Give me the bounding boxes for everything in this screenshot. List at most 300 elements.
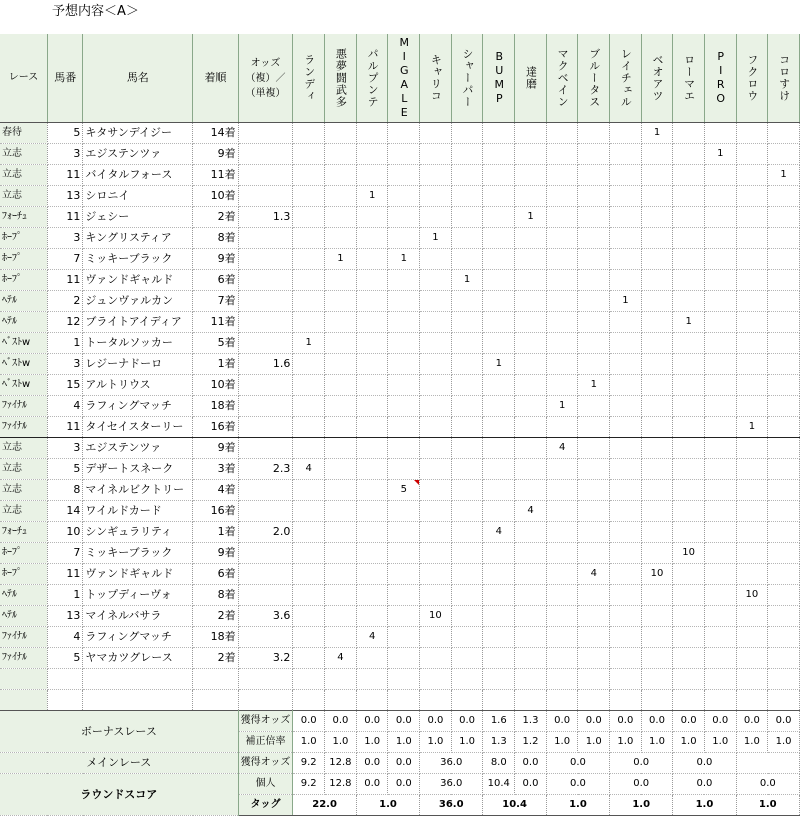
prediction-cell[interactable] bbox=[610, 417, 642, 438]
multiplier-value[interactable]: 1.0 bbox=[736, 732, 768, 753]
prediction-cell[interactable] bbox=[388, 543, 420, 564]
prediction-cell[interactable] bbox=[325, 522, 357, 543]
odds-cell[interactable] bbox=[238, 543, 293, 564]
prediction-cell[interactable] bbox=[356, 249, 388, 270]
bonus-odds-value[interactable]: 0.0 bbox=[546, 711, 578, 732]
horse-number-cell[interactable]: 5 bbox=[47, 459, 82, 480]
prediction-cell[interactable]: 1 bbox=[578, 375, 610, 396]
prediction-cell[interactable] bbox=[388, 459, 420, 480]
prediction-cell[interactable] bbox=[736, 564, 768, 585]
race-cell[interactable]: ﾎｰﾌﾟ bbox=[0, 249, 47, 270]
prediction-cell[interactable] bbox=[451, 564, 483, 585]
prediction-cell[interactable] bbox=[451, 333, 483, 354]
horse-name-cell[interactable]: ヴァンドギャルド bbox=[83, 564, 193, 585]
race-cell[interactable]: ﾍﾃﾙ bbox=[0, 585, 47, 606]
prediction-cell[interactable] bbox=[356, 228, 388, 249]
prediction-cell[interactable] bbox=[356, 438, 388, 459]
multiplier-value[interactable]: 1.0 bbox=[325, 732, 357, 753]
tag-value[interactable]: 10.4 bbox=[483, 795, 546, 816]
tag-value[interactable]: 1.0 bbox=[673, 795, 736, 816]
prediction-cell[interactable] bbox=[451, 606, 483, 627]
prediction-cell[interactable] bbox=[388, 417, 420, 438]
odds-cell[interactable] bbox=[238, 585, 293, 606]
individual-value[interactable]: 10.4 bbox=[483, 774, 515, 795]
prediction-cell[interactable] bbox=[420, 186, 452, 207]
prediction-cell[interactable] bbox=[546, 522, 578, 543]
prediction-cell[interactable] bbox=[293, 543, 325, 564]
prediction-cell[interactable] bbox=[610, 648, 642, 669]
prediction-cell[interactable] bbox=[578, 417, 610, 438]
prediction-cell[interactable] bbox=[641, 606, 673, 627]
header-player-12[interactable] bbox=[641, 34, 673, 123]
prediction-cell[interactable] bbox=[610, 249, 642, 270]
bonus-odds-value[interactable]: 1.6 bbox=[483, 711, 515, 732]
prediction-cell[interactable] bbox=[610, 396, 642, 417]
prediction-cell[interactable] bbox=[388, 606, 420, 627]
prediction-cell[interactable] bbox=[483, 606, 515, 627]
odds-cell[interactable] bbox=[238, 480, 293, 501]
prediction-cell[interactable] bbox=[768, 249, 800, 270]
prediction-cell[interactable] bbox=[388, 207, 420, 228]
rank-cell[interactable]: 16着 bbox=[193, 501, 238, 522]
multiplier-value[interactable]: 1.2 bbox=[515, 732, 547, 753]
prediction-cell[interactable] bbox=[704, 186, 736, 207]
prediction-cell[interactable] bbox=[736, 648, 768, 669]
prediction-cell[interactable] bbox=[325, 165, 357, 186]
prediction-cell[interactable] bbox=[673, 585, 705, 606]
prediction-cell[interactable] bbox=[451, 522, 483, 543]
prediction-cell[interactable] bbox=[388, 123, 420, 144]
odds-cell[interactable] bbox=[238, 144, 293, 165]
prediction-cell[interactable] bbox=[704, 333, 736, 354]
odds-cell[interactable] bbox=[238, 417, 293, 438]
horse-name-cell[interactable]: ラフィングマッチ bbox=[83, 396, 193, 417]
prediction-cell[interactable]: 1 bbox=[388, 249, 420, 270]
race-cell[interactable]: ﾌｫｰﾁｭ bbox=[0, 207, 47, 228]
prediction-cell[interactable] bbox=[356, 396, 388, 417]
prediction-cell[interactable] bbox=[704, 522, 736, 543]
prediction-cell[interactable] bbox=[578, 354, 610, 375]
rank-cell[interactable]: 16着 bbox=[193, 417, 238, 438]
prediction-cell[interactable] bbox=[768, 207, 800, 228]
prediction-cell[interactable] bbox=[768, 333, 800, 354]
prediction-cell[interactable] bbox=[293, 606, 325, 627]
empty-cell[interactable] bbox=[83, 669, 193, 690]
prediction-cell[interactable] bbox=[768, 480, 800, 501]
horse-number-cell[interactable]: 10 bbox=[47, 522, 82, 543]
horse-name-cell[interactable]: シンギュラリティ bbox=[83, 522, 193, 543]
prediction-cell[interactable] bbox=[768, 270, 800, 291]
prediction-cell[interactable] bbox=[388, 438, 420, 459]
prediction-cell[interactable] bbox=[356, 480, 388, 501]
prediction-cell[interactable] bbox=[578, 459, 610, 480]
prediction-cell[interactable] bbox=[736, 291, 768, 312]
prediction-cell[interactable] bbox=[451, 354, 483, 375]
prediction-cell[interactable] bbox=[546, 333, 578, 354]
prediction-cell[interactable]: 1 bbox=[325, 249, 357, 270]
prediction-cell[interactable] bbox=[704, 207, 736, 228]
prediction-cell[interactable] bbox=[641, 375, 673, 396]
empty-cell[interactable] bbox=[704, 690, 736, 711]
prediction-cell[interactable] bbox=[673, 501, 705, 522]
prediction-cell[interactable] bbox=[768, 123, 800, 144]
prediction-cell[interactable]: 5 bbox=[388, 480, 420, 501]
tag-value[interactable]: 1.0 bbox=[546, 795, 609, 816]
empty-cell[interactable] bbox=[193, 690, 238, 711]
horse-number-cell[interactable]: 15 bbox=[47, 375, 82, 396]
prediction-cell[interactable]: 4 bbox=[515, 501, 547, 522]
prediction-cell[interactable] bbox=[451, 249, 483, 270]
prediction-cell[interactable] bbox=[641, 396, 673, 417]
prediction-cell[interactable] bbox=[420, 459, 452, 480]
prediction-cell[interactable] bbox=[641, 522, 673, 543]
horse-number-cell[interactable]: 5 bbox=[47, 648, 82, 669]
prediction-cell[interactable] bbox=[673, 270, 705, 291]
prediction-cell[interactable] bbox=[768, 459, 800, 480]
prediction-cell[interactable] bbox=[293, 249, 325, 270]
prediction-cell[interactable] bbox=[293, 585, 325, 606]
prediction-cell[interactable] bbox=[704, 501, 736, 522]
multiplier-value[interactable]: 1.0 bbox=[704, 732, 736, 753]
empty-cell[interactable] bbox=[47, 690, 82, 711]
prediction-cell[interactable] bbox=[641, 291, 673, 312]
prediction-cell[interactable] bbox=[578, 291, 610, 312]
prediction-cell[interactable] bbox=[451, 312, 483, 333]
prediction-cell[interactable] bbox=[515, 543, 547, 564]
empty-cell[interactable] bbox=[325, 690, 357, 711]
header-player-1[interactable] bbox=[293, 34, 325, 123]
prediction-cell[interactable] bbox=[356, 585, 388, 606]
prediction-cell[interactable] bbox=[673, 627, 705, 648]
bonus-odds-value[interactable]: 0.0 bbox=[641, 711, 673, 732]
prediction-cell[interactable] bbox=[388, 627, 420, 648]
prediction-cell[interactable] bbox=[515, 396, 547, 417]
prediction-cell[interactable] bbox=[293, 291, 325, 312]
prediction-cell[interactable] bbox=[293, 501, 325, 522]
prediction-cell[interactable] bbox=[483, 333, 515, 354]
prediction-cell[interactable]: 4 bbox=[578, 564, 610, 585]
horse-name-cell[interactable]: トータルソッカー bbox=[83, 333, 193, 354]
horse-number-cell[interactable]: 1 bbox=[47, 585, 82, 606]
empty-cell[interactable] bbox=[641, 690, 673, 711]
prediction-cell[interactable] bbox=[641, 459, 673, 480]
header-player-10[interactable] bbox=[578, 34, 610, 123]
prediction-cell[interactable] bbox=[673, 123, 705, 144]
prediction-cell[interactable] bbox=[578, 165, 610, 186]
prediction-cell[interactable] bbox=[420, 144, 452, 165]
horse-number-cell[interactable]: 7 bbox=[47, 543, 82, 564]
rank-cell[interactable]: 6着 bbox=[193, 564, 238, 585]
individual-value[interactable]: 0.0 bbox=[356, 774, 388, 795]
prediction-cell[interactable] bbox=[388, 564, 420, 585]
prediction-cell[interactable] bbox=[293, 354, 325, 375]
odds-cell[interactable] bbox=[238, 501, 293, 522]
header-player-5[interactable] bbox=[420, 34, 452, 123]
rank-cell[interactable]: 9着 bbox=[193, 249, 238, 270]
prediction-cell[interactable] bbox=[356, 522, 388, 543]
prediction-cell[interactable] bbox=[546, 564, 578, 585]
prediction-cell[interactable] bbox=[546, 480, 578, 501]
horse-name-cell[interactable]: アルトリウス bbox=[83, 375, 193, 396]
prediction-cell[interactable] bbox=[451, 585, 483, 606]
prediction-cell[interactable]: 1 bbox=[356, 186, 388, 207]
prediction-cell[interactable] bbox=[388, 375, 420, 396]
individual-value[interactable]: 0.0 bbox=[610, 774, 673, 795]
prediction-cell[interactable] bbox=[483, 501, 515, 522]
prediction-cell[interactable] bbox=[704, 585, 736, 606]
prediction-cell[interactable] bbox=[388, 648, 420, 669]
prediction-cell[interactable] bbox=[515, 627, 547, 648]
prediction-cell[interactable] bbox=[483, 480, 515, 501]
prediction-cell[interactable] bbox=[451, 417, 483, 438]
prediction-cell[interactable] bbox=[641, 270, 673, 291]
prediction-cell[interactable] bbox=[356, 375, 388, 396]
main-odds-value[interactable]: 0.0 bbox=[515, 753, 547, 774]
race-cell[interactable]: ﾍﾃﾙ bbox=[0, 291, 47, 312]
prediction-cell[interactable] bbox=[610, 585, 642, 606]
horse-name-cell[interactable]: ワイルドカード bbox=[83, 501, 193, 522]
prediction-cell[interactable] bbox=[483, 585, 515, 606]
prediction-cell[interactable] bbox=[578, 249, 610, 270]
multiplier-value[interactable]: 1.3 bbox=[483, 732, 515, 753]
prediction-cell[interactable] bbox=[515, 459, 547, 480]
prediction-cell[interactable] bbox=[325, 207, 357, 228]
prediction-cell[interactable] bbox=[388, 501, 420, 522]
horse-name-cell[interactable]: キタサンデイジー bbox=[83, 123, 193, 144]
prediction-cell[interactable] bbox=[420, 354, 452, 375]
horse-number-cell[interactable]: 5 bbox=[47, 123, 82, 144]
prediction-cell[interactable] bbox=[546, 144, 578, 165]
prediction-cell[interactable] bbox=[610, 333, 642, 354]
prediction-cell[interactable] bbox=[388, 585, 420, 606]
prediction-cell[interactable] bbox=[420, 123, 452, 144]
prediction-cell[interactable] bbox=[704, 312, 736, 333]
empty-cell[interactable] bbox=[483, 669, 515, 690]
main-odds-value[interactable]: 0.0 bbox=[610, 753, 673, 774]
header-player-9[interactable] bbox=[546, 34, 578, 123]
individual-value[interactable]: 12.8 bbox=[325, 774, 357, 795]
prediction-cell[interactable] bbox=[768, 396, 800, 417]
horse-name-cell[interactable]: ヴァンドギャルド bbox=[83, 270, 193, 291]
prediction-cell[interactable]: 1 bbox=[546, 396, 578, 417]
horse-number-cell[interactable]: 8 bbox=[47, 480, 82, 501]
prediction-cell[interactable] bbox=[420, 207, 452, 228]
race-cell[interactable]: 立志 bbox=[0, 480, 47, 501]
main-odds-value[interactable]: 12.8 bbox=[325, 753, 357, 774]
race-cell[interactable]: 立志 bbox=[0, 186, 47, 207]
empty-cell[interactable] bbox=[515, 690, 547, 711]
race-cell[interactable]: 立志 bbox=[0, 459, 47, 480]
prediction-cell[interactable] bbox=[546, 417, 578, 438]
header-player-7[interactable] bbox=[483, 34, 515, 123]
race-cell[interactable]: ﾍﾞｽﾄw bbox=[0, 375, 47, 396]
rank-cell[interactable]: 2着 bbox=[193, 648, 238, 669]
prediction-cell[interactable] bbox=[420, 333, 452, 354]
empty-cell[interactable] bbox=[641, 669, 673, 690]
rank-cell[interactable]: 2着 bbox=[193, 207, 238, 228]
prediction-cell[interactable] bbox=[293, 270, 325, 291]
rank-cell[interactable]: 4着 bbox=[193, 480, 238, 501]
rank-cell[interactable]: 9着 bbox=[193, 543, 238, 564]
prediction-cell[interactable] bbox=[356, 459, 388, 480]
horse-number-cell[interactable]: 3 bbox=[47, 354, 82, 375]
prediction-cell[interactable] bbox=[578, 333, 610, 354]
bonus-odds-value[interactable]: 0.0 bbox=[736, 711, 768, 732]
odds-cell[interactable] bbox=[238, 123, 293, 144]
prediction-cell[interactable] bbox=[641, 543, 673, 564]
empty-cell[interactable] bbox=[736, 669, 768, 690]
prediction-cell[interactable] bbox=[356, 606, 388, 627]
prediction-cell[interactable] bbox=[641, 228, 673, 249]
prediction-cell[interactable] bbox=[293, 564, 325, 585]
prediction-cell[interactable] bbox=[610, 186, 642, 207]
race-cell[interactable]: ﾍﾞｽﾄw bbox=[0, 333, 47, 354]
empty-cell[interactable] bbox=[356, 690, 388, 711]
header-player-3[interactable] bbox=[356, 34, 388, 123]
prediction-cell[interactable] bbox=[704, 228, 736, 249]
prediction-cell[interactable] bbox=[388, 333, 420, 354]
prediction-cell[interactable] bbox=[325, 417, 357, 438]
empty-cell[interactable] bbox=[193, 669, 238, 690]
horse-number-cell[interactable]: 11 bbox=[47, 270, 82, 291]
prediction-cell[interactable] bbox=[704, 375, 736, 396]
tag-value[interactable]: 1.0 bbox=[736, 795, 799, 816]
tag-value[interactable]: 1.0 bbox=[356, 795, 419, 816]
race-cell[interactable]: 立志 bbox=[0, 165, 47, 186]
prediction-cell[interactable] bbox=[388, 186, 420, 207]
prediction-cell[interactable] bbox=[483, 291, 515, 312]
odds-cell[interactable] bbox=[238, 186, 293, 207]
prediction-cell[interactable] bbox=[293, 312, 325, 333]
empty-cell[interactable] bbox=[768, 669, 800, 690]
prediction-cell[interactable] bbox=[325, 627, 357, 648]
prediction-cell[interactable] bbox=[546, 312, 578, 333]
prediction-cell[interactable] bbox=[546, 207, 578, 228]
empty-cell[interactable] bbox=[356, 669, 388, 690]
race-cell[interactable]: 立志 bbox=[0, 144, 47, 165]
prediction-cell[interactable] bbox=[420, 165, 452, 186]
prediction-cell[interactable] bbox=[325, 333, 357, 354]
race-cell[interactable]: ﾌｫｰﾁｭ bbox=[0, 522, 47, 543]
horse-name-cell[interactable]: キングリスティア bbox=[83, 228, 193, 249]
prediction-cell[interactable] bbox=[420, 522, 452, 543]
prediction-cell[interactable] bbox=[704, 480, 736, 501]
prediction-cell[interactable] bbox=[451, 123, 483, 144]
prediction-cell[interactable]: 1 bbox=[704, 144, 736, 165]
multiplier-value[interactable]: 1.0 bbox=[293, 732, 325, 753]
race-cell[interactable]: ﾍﾃﾙ bbox=[0, 606, 47, 627]
header-player-4[interactable] bbox=[388, 34, 420, 123]
horse-name-cell[interactable]: ミッキーブラック bbox=[83, 543, 193, 564]
horse-number-cell[interactable]: 11 bbox=[47, 165, 82, 186]
prediction-cell[interactable] bbox=[641, 438, 673, 459]
empty-cell[interactable] bbox=[325, 669, 357, 690]
prediction-cell[interactable] bbox=[293, 186, 325, 207]
prediction-cell[interactable] bbox=[356, 165, 388, 186]
horse-name-cell[interactable]: デザートスネーク bbox=[83, 459, 193, 480]
header-player-2[interactable] bbox=[325, 34, 357, 123]
individual-value[interactable]: 0.0 bbox=[546, 774, 609, 795]
individual-value[interactable]: 0.0 bbox=[736, 774, 799, 795]
prediction-cell[interactable] bbox=[451, 648, 483, 669]
multiplier-value[interactable]: 1.0 bbox=[610, 732, 642, 753]
horse-name-cell[interactable]: バイタルフォース bbox=[83, 165, 193, 186]
prediction-cell[interactable] bbox=[420, 627, 452, 648]
tag-value[interactable]: 22.0 bbox=[293, 795, 356, 816]
main-odds-value[interactable]: 0.0 bbox=[673, 753, 736, 774]
header-player-16[interactable] bbox=[768, 34, 800, 123]
prediction-cell[interactable] bbox=[736, 144, 768, 165]
prediction-cell[interactable] bbox=[673, 375, 705, 396]
horse-name-cell[interactable]: エジステンツァ bbox=[83, 144, 193, 165]
main-odds-value[interactable]: 9.2 bbox=[293, 753, 325, 774]
prediction-cell[interactable] bbox=[515, 291, 547, 312]
prediction-cell[interactable] bbox=[325, 228, 357, 249]
prediction-cell[interactable] bbox=[768, 606, 800, 627]
horse-name-cell[interactable]: シロニイ bbox=[83, 186, 193, 207]
prediction-cell[interactable] bbox=[451, 438, 483, 459]
prediction-cell[interactable] bbox=[293, 144, 325, 165]
empty-cell[interactable] bbox=[0, 690, 47, 711]
header-player-11[interactable] bbox=[610, 34, 642, 123]
prediction-cell[interactable] bbox=[768, 543, 800, 564]
prediction-cell[interactable] bbox=[736, 207, 768, 228]
prediction-cell[interactable] bbox=[388, 228, 420, 249]
individual-value[interactable]: 0.0 bbox=[388, 774, 420, 795]
prediction-cell[interactable] bbox=[325, 459, 357, 480]
prediction-cell[interactable] bbox=[325, 606, 357, 627]
main-odds-value[interactable]: 8.0 bbox=[483, 753, 515, 774]
prediction-cell[interactable] bbox=[515, 375, 547, 396]
prediction-cell[interactable] bbox=[768, 417, 800, 438]
prediction-cell[interactable] bbox=[388, 312, 420, 333]
header-player-15[interactable] bbox=[736, 34, 768, 123]
bonus-odds-value[interactable]: 0.0 bbox=[420, 711, 452, 732]
prediction-cell[interactable] bbox=[420, 585, 452, 606]
prediction-cell[interactable] bbox=[356, 417, 388, 438]
horse-number-cell[interactable]: 13 bbox=[47, 186, 82, 207]
prediction-cell[interactable] bbox=[356, 123, 388, 144]
prediction-cell[interactable] bbox=[736, 627, 768, 648]
prediction-cell[interactable] bbox=[704, 165, 736, 186]
prediction-cell[interactable] bbox=[673, 354, 705, 375]
prediction-cell[interactable] bbox=[293, 396, 325, 417]
bonus-odds-value[interactable]: 0.0 bbox=[388, 711, 420, 732]
prediction-cell[interactable] bbox=[673, 522, 705, 543]
prediction-cell[interactable] bbox=[451, 144, 483, 165]
prediction-cell[interactable] bbox=[325, 564, 357, 585]
bonus-odds-value[interactable]: 1.3 bbox=[515, 711, 547, 732]
prediction-cell[interactable] bbox=[388, 396, 420, 417]
prediction-cell[interactable] bbox=[641, 627, 673, 648]
bonus-odds-value[interactable]: 0.0 bbox=[673, 711, 705, 732]
rank-cell[interactable]: 11着 bbox=[193, 165, 238, 186]
prediction-cell[interactable] bbox=[388, 144, 420, 165]
prediction-cell[interactable] bbox=[641, 144, 673, 165]
prediction-cell[interactable] bbox=[704, 627, 736, 648]
prediction-cell[interactable]: 1 bbox=[641, 123, 673, 144]
odds-cell[interactable] bbox=[238, 396, 293, 417]
prediction-cell[interactable] bbox=[736, 501, 768, 522]
rank-cell[interactable]: 9着 bbox=[193, 144, 238, 165]
prediction-cell[interactable] bbox=[325, 291, 357, 312]
empty-cell[interactable] bbox=[388, 669, 420, 690]
prediction-cell[interactable] bbox=[483, 123, 515, 144]
prediction-cell[interactable] bbox=[483, 312, 515, 333]
prediction-cell[interactable] bbox=[483, 459, 515, 480]
prediction-cell[interactable] bbox=[673, 186, 705, 207]
prediction-cell[interactable]: 10 bbox=[736, 585, 768, 606]
